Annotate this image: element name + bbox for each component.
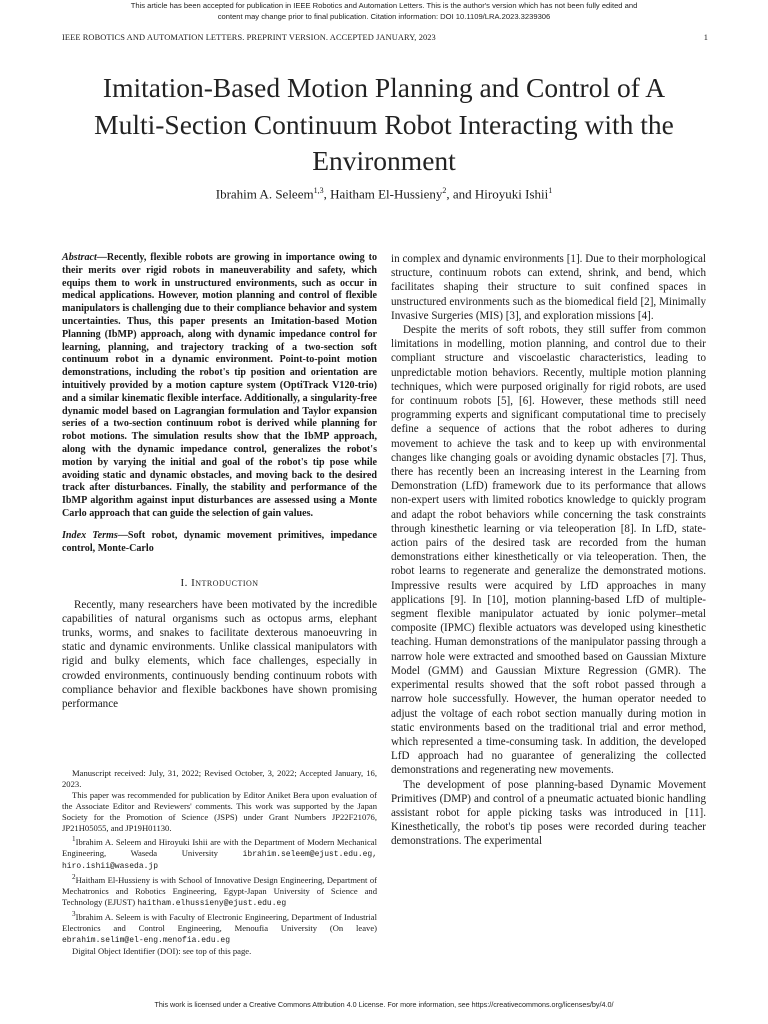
index-terms: [62, 530, 377, 556]
abstract-label: Abstract: [62, 252, 97, 263]
footnotes: [62, 768, 377, 957]
section-title: Introduction: [191, 577, 259, 590]
banner-line-2: content may change prior to final publication. Citation information: DOI 10.1109/LRA.2023.3239306: [217, 12, 551, 21]
author-separator-and: , and: [446, 186, 475, 202]
abstract: [62, 252, 377, 521]
title-line-3: Environment: [312, 145, 456, 176]
footnote-email-2: haitham.elhussieny@ejust.edu.eg: [137, 898, 287, 908]
title-line-1: Imitation-Based Motion Planning and Control of A: [102, 72, 666, 103]
author-2-affiliation: 2: [442, 186, 447, 195]
author-separator: ,: [323, 186, 331, 202]
index-terms-text: —Soft robot, dynamic movement primitives, impedance control, Monte-Carlo: [62, 529, 377, 554]
author-2: Haitham El-Hussieny: [330, 186, 443, 202]
footnote-recommended: This paper was recommended for publication by Editor Aniket Bera upon evaluation of the Associate Editor and Reviewers' comments. This work was supported by the Japan Society for the Promotion of Science (JSPS) under Grant Numbers JP22F21076, JP21H05055, and JP19H01130.: [62, 790, 377, 833]
running-header: [62, 33, 708, 42]
footnote-email-1: ibrahim.seleem@ejust.edu.eg, hiro.ishii@waseda.jp: [62, 849, 378, 871]
footnote-affiliation-1: $^1$Ibrahim A. Seleem and Hiroyuki Ishii are with the Department of Modern Mechanical Engineering, Waseda University ibrahim.seleem@ejust.edu.eg, hiro.ishii@waseda.jp: [62, 835, 378, 871]
author-3-affiliation: 1: [548, 186, 553, 195]
footnote-received: Manuscript received: July, 31, 2022; Revised October, 3, 2022; Accepted January, 16, 2023.: [62, 768, 377, 789]
banner-line-1: This article has been accepted for publication in IEEE Robotics and Automation Letters. This is the author's version which has not been fully edited and: [130, 1, 638, 10]
intro-paragraph-2: Despite the merits of soft robots, they still suffer from common limitations in modelling, motion planning, and control due to their compliant structure and viscoelastic characteristics, leading to unpredictable motion behaviors. Recently, multiple motion planning techniques, which were purposed originally for rigid robots, are used for continuum robots [5], [6]. However, these methods still need programming experts and significant computational time to precisely define a sequence of actions that the robot adheres to during movement to achieve the task and to keep up with environmental changes like changing goals or avoiding dynamic obstacles [7]. Thus, there has recently been an increasing interest in the Learning from Demonstration (LfD) framework due to its performance that allows non-expert users with limited robotics knowledge to quickly program and adapt the robot behaviors while concerning the task constraints through kinesthetic learning or via teleoperation [8]. In LfD, state-action pairs of the desired task are recorded from the human demonstrations either kinesthetically or via teleoperation. Then, the robot learns to regenerate and generalize the demonstrated motions. Impressive results were acquired by LfD approaches in many applications [9]. In [10], motion planning-based LfD of multiple-segment flexible manipulator actuated by ionic polymer–metal composite (IPMC) flexible actuators was developed using kinesthetic teaching. Human demonstrations of the manipulator passing through a narrow hole were extracted and smoothed based on Gaussian Mixture Model (GMM) and Gaussian Mixture Regression (GMR). The experimental results showed that the soft robot passed through a narrow hole successfully. However, the human operator needed to adjust the voltage of each robot section manually during motion in static environments based on the traditional trial and error method, which represented a time-consuming task. In addition, the developed LfD approach had no guarantee of generalizing the collected demonstrations and regenerating new movements.: [391, 324, 706, 777]
intro-paragraph-3: The development of pose planning-based Dynamic Movement Primitives (DMP) and control of a pneumatic actuated bionic handling assistant robot for apple picking tasks was introduced in [11]. Kinesthetically, the robot's tip poses were recorded during teacher demonstrations. The experimental: [391, 778, 706, 848]
intro-paragraph-1: Recently, many researchers have been motivated by the incredible capabilities of natural organisms such as octopus arms, elephant trunks, worms, and snakes to facilitate dexterous manoeuvring in static and dynamic environments. Unlike classical manipulators with rigid and bulky elements, which face challenges, especially in crowded environments, continuously bending continuum robots with compliance behavior and flexible backbones have shown promising performance: [62, 598, 377, 710]
author-1-affiliation: 1,3: [313, 186, 324, 195]
footnote-doi: Digital Object Identifier (DOI): see top of this page.: [72, 945, 252, 956]
running-title: IEEE ROBOTICS AND AUTOMATION LETTERS. PREPRINT VERSION. ACCEPTED JANUARY, 2023: [62, 33, 436, 42]
author-1: Ibrahim A. Seleem: [215, 186, 314, 202]
left-column: [62, 252, 377, 711]
right-column: [391, 252, 706, 849]
footnote-affiliation-2: $^2$Haitham El-Hussieny is with School of Innovative Design Engineering, Department of Mechatronics and Robotics Engineering, Egypt-Japan University of Science and Technology (EJUST) haitham.elhussieny@ejust.edu.eg: [62, 872, 377, 908]
section-number: I.: [180, 577, 188, 590]
page-number: 1: [703, 33, 708, 42]
title-line-2: Multi-Section Continuum Robot Interacting with the: [94, 108, 674, 140]
footnote-email-3: ebrahim.selim@el-eng.menofia.edu.eg: [62, 935, 231, 945]
abstract-text: —Recently, flexible robots are growing in importance owing to their merits over rigid robots in maneuverability and safety, which equips them to work in unstructured environments, such as occur in medical applications. However, motion planning and control of flexible manipulators is challenging due to their compliance behavior and system uncertainties. Thus, this paper presents an Imitation-based Motion Planning (IbMP) approach, along with dynamic impedance control for learning, planning, and trajectory tracking of a two-section soft continuum robot in a dynamic environment. Point-to-point motion demonstrations, including the robot's tip position and orientation are intuitively provided by a motion capture system (OptiTrack V120-trio) and a similar kinematic flexible interface. Additionally, a singularity-free dynamic model based on Lagrangian formulation and Taylor expansion series of a two-section continuum robot is derived while planning for robot motions. The simulation results show that the IbMP approach, along with the dynamic impedance control, generalizes the robot's motion by varying the initial and goal of the robot's tip pose while avoiding static and dynamic obstacles, and moving back to the desired track after disturbances. Finally, the stability and performance of the IbMP algorithm against input disturbances are assessed using a Monte Carlo approach that can guide the selection of gain values.: [62, 252, 377, 519]
paper-title: [30, 70, 738, 180]
author-list: [30, 186, 738, 202]
license-footer: This work is licensed under a Creative Commons Attribution 4.0 License. For more information, see https://creativecommons.org/licenses/by/4.0/: [154, 1000, 614, 1009]
intro-paragraph-continued: in complex and dynamic environments [1]. Due to their morphological structure, continuum robots can extend, shrink, and bend, which facilitates shaping their structure to suit confined spaces in unstructured environments such as the biomedical field [2], Minimally Invasive Surgeries (MIS) [3], and exploration missions [4].: [391, 253, 706, 322]
author-3: Hiroyuki Ishii: [474, 186, 549, 202]
footnote-affiliation-3: $^3$Ibrahim A. Seleem is with Faculty of Electronic Engineering, Department of Industrial Electronics and Control Engineering, Menoufia University (On leave) ebrahim.selim@el-eng.menofia.edu.eg: [62, 909, 377, 945]
publication-notice-banner: [0, 0, 768, 22]
index-terms-label: Index Terms: [62, 529, 118, 541]
section-heading: [62, 576, 377, 590]
